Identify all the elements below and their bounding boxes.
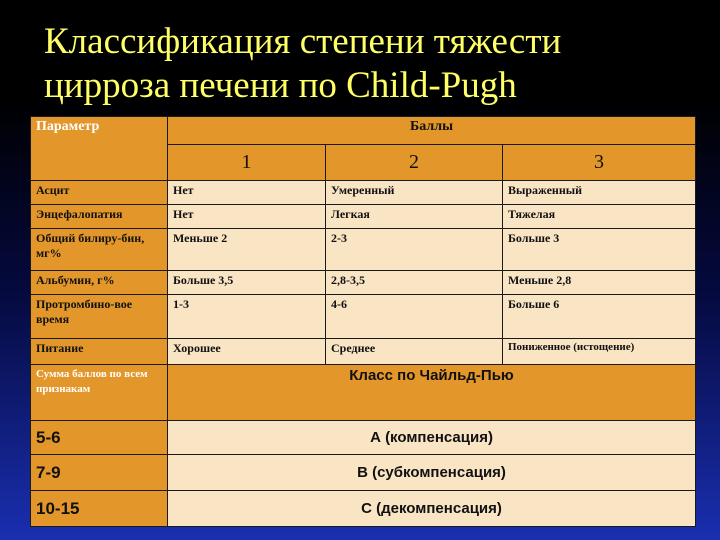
header-points: Баллы bbox=[168, 117, 696, 145]
row-param: Асцит bbox=[31, 181, 168, 205]
row-value-3: Меньше 2,8 bbox=[503, 271, 696, 295]
child-pugh-table bbox=[30, 116, 696, 527]
row-param: Альбумин, г% bbox=[31, 271, 168, 295]
row-value-1: 1-3 bbox=[168, 295, 326, 339]
row-value-1: Меньше 2 bbox=[168, 229, 326, 271]
header-points-2: 2 bbox=[326, 145, 503, 181]
row-value-2: Легкая bbox=[326, 205, 503, 229]
summary-label: Сумма баллов по всем признакам bbox=[31, 365, 168, 421]
row-value-2: Среднее bbox=[326, 339, 503, 365]
row-value-1: Нет bbox=[168, 181, 326, 205]
class-range: 5-6 bbox=[31, 421, 168, 455]
class-name: В (субкомпенсация) bbox=[168, 455, 696, 491]
row-value-2: 4-6 bbox=[326, 295, 503, 339]
class-range: 10-15 bbox=[31, 491, 168, 527]
row-param: Общий билиру-бин, мг% bbox=[31, 229, 168, 271]
row-value-1: Больше 3,5 bbox=[168, 271, 326, 295]
table-row bbox=[31, 455, 696, 491]
table-row bbox=[31, 181, 696, 205]
class-name: С (декомпенсация) bbox=[168, 491, 696, 527]
row-value-1: Нет bbox=[168, 205, 326, 229]
row-value-2: 2-3 bbox=[326, 229, 503, 271]
summary-header: Класс по Чайльд-Пью bbox=[168, 365, 696, 421]
slide-title: Классификация степени тяжести цирроза печени по Child-Pugh bbox=[44, 21, 562, 106]
row-value-3: Тяжелая bbox=[503, 205, 696, 229]
row-value-3: Пониженное (истощение) bbox=[503, 339, 696, 365]
header-param: Параметр bbox=[31, 117, 168, 181]
row-value-3: Больше 6 bbox=[503, 295, 696, 339]
row-value-3: Больше 3 bbox=[503, 229, 696, 271]
header-points-1: 1 bbox=[168, 145, 326, 181]
class-range: 7-9 bbox=[31, 455, 168, 491]
row-value-1: Хорошее bbox=[168, 339, 326, 365]
table-row bbox=[31, 205, 696, 229]
header-points-3: 3 bbox=[503, 145, 696, 181]
table-row bbox=[31, 491, 696, 527]
table-row bbox=[31, 421, 696, 455]
row-param: Энцефалопатия bbox=[31, 205, 168, 229]
row-param: Протромбино-вое время bbox=[31, 295, 168, 339]
table-row bbox=[31, 339, 696, 365]
class-name: А (компенсация) bbox=[168, 421, 696, 455]
table-row bbox=[31, 271, 696, 295]
row-value-2: Умеренный bbox=[326, 181, 503, 205]
table-row bbox=[31, 295, 696, 339]
row-value-2: 2,8-3,5 bbox=[326, 271, 503, 295]
table-row bbox=[31, 229, 696, 271]
row-value-3: Выраженный bbox=[503, 181, 696, 205]
row-param: Питание bbox=[31, 339, 168, 365]
